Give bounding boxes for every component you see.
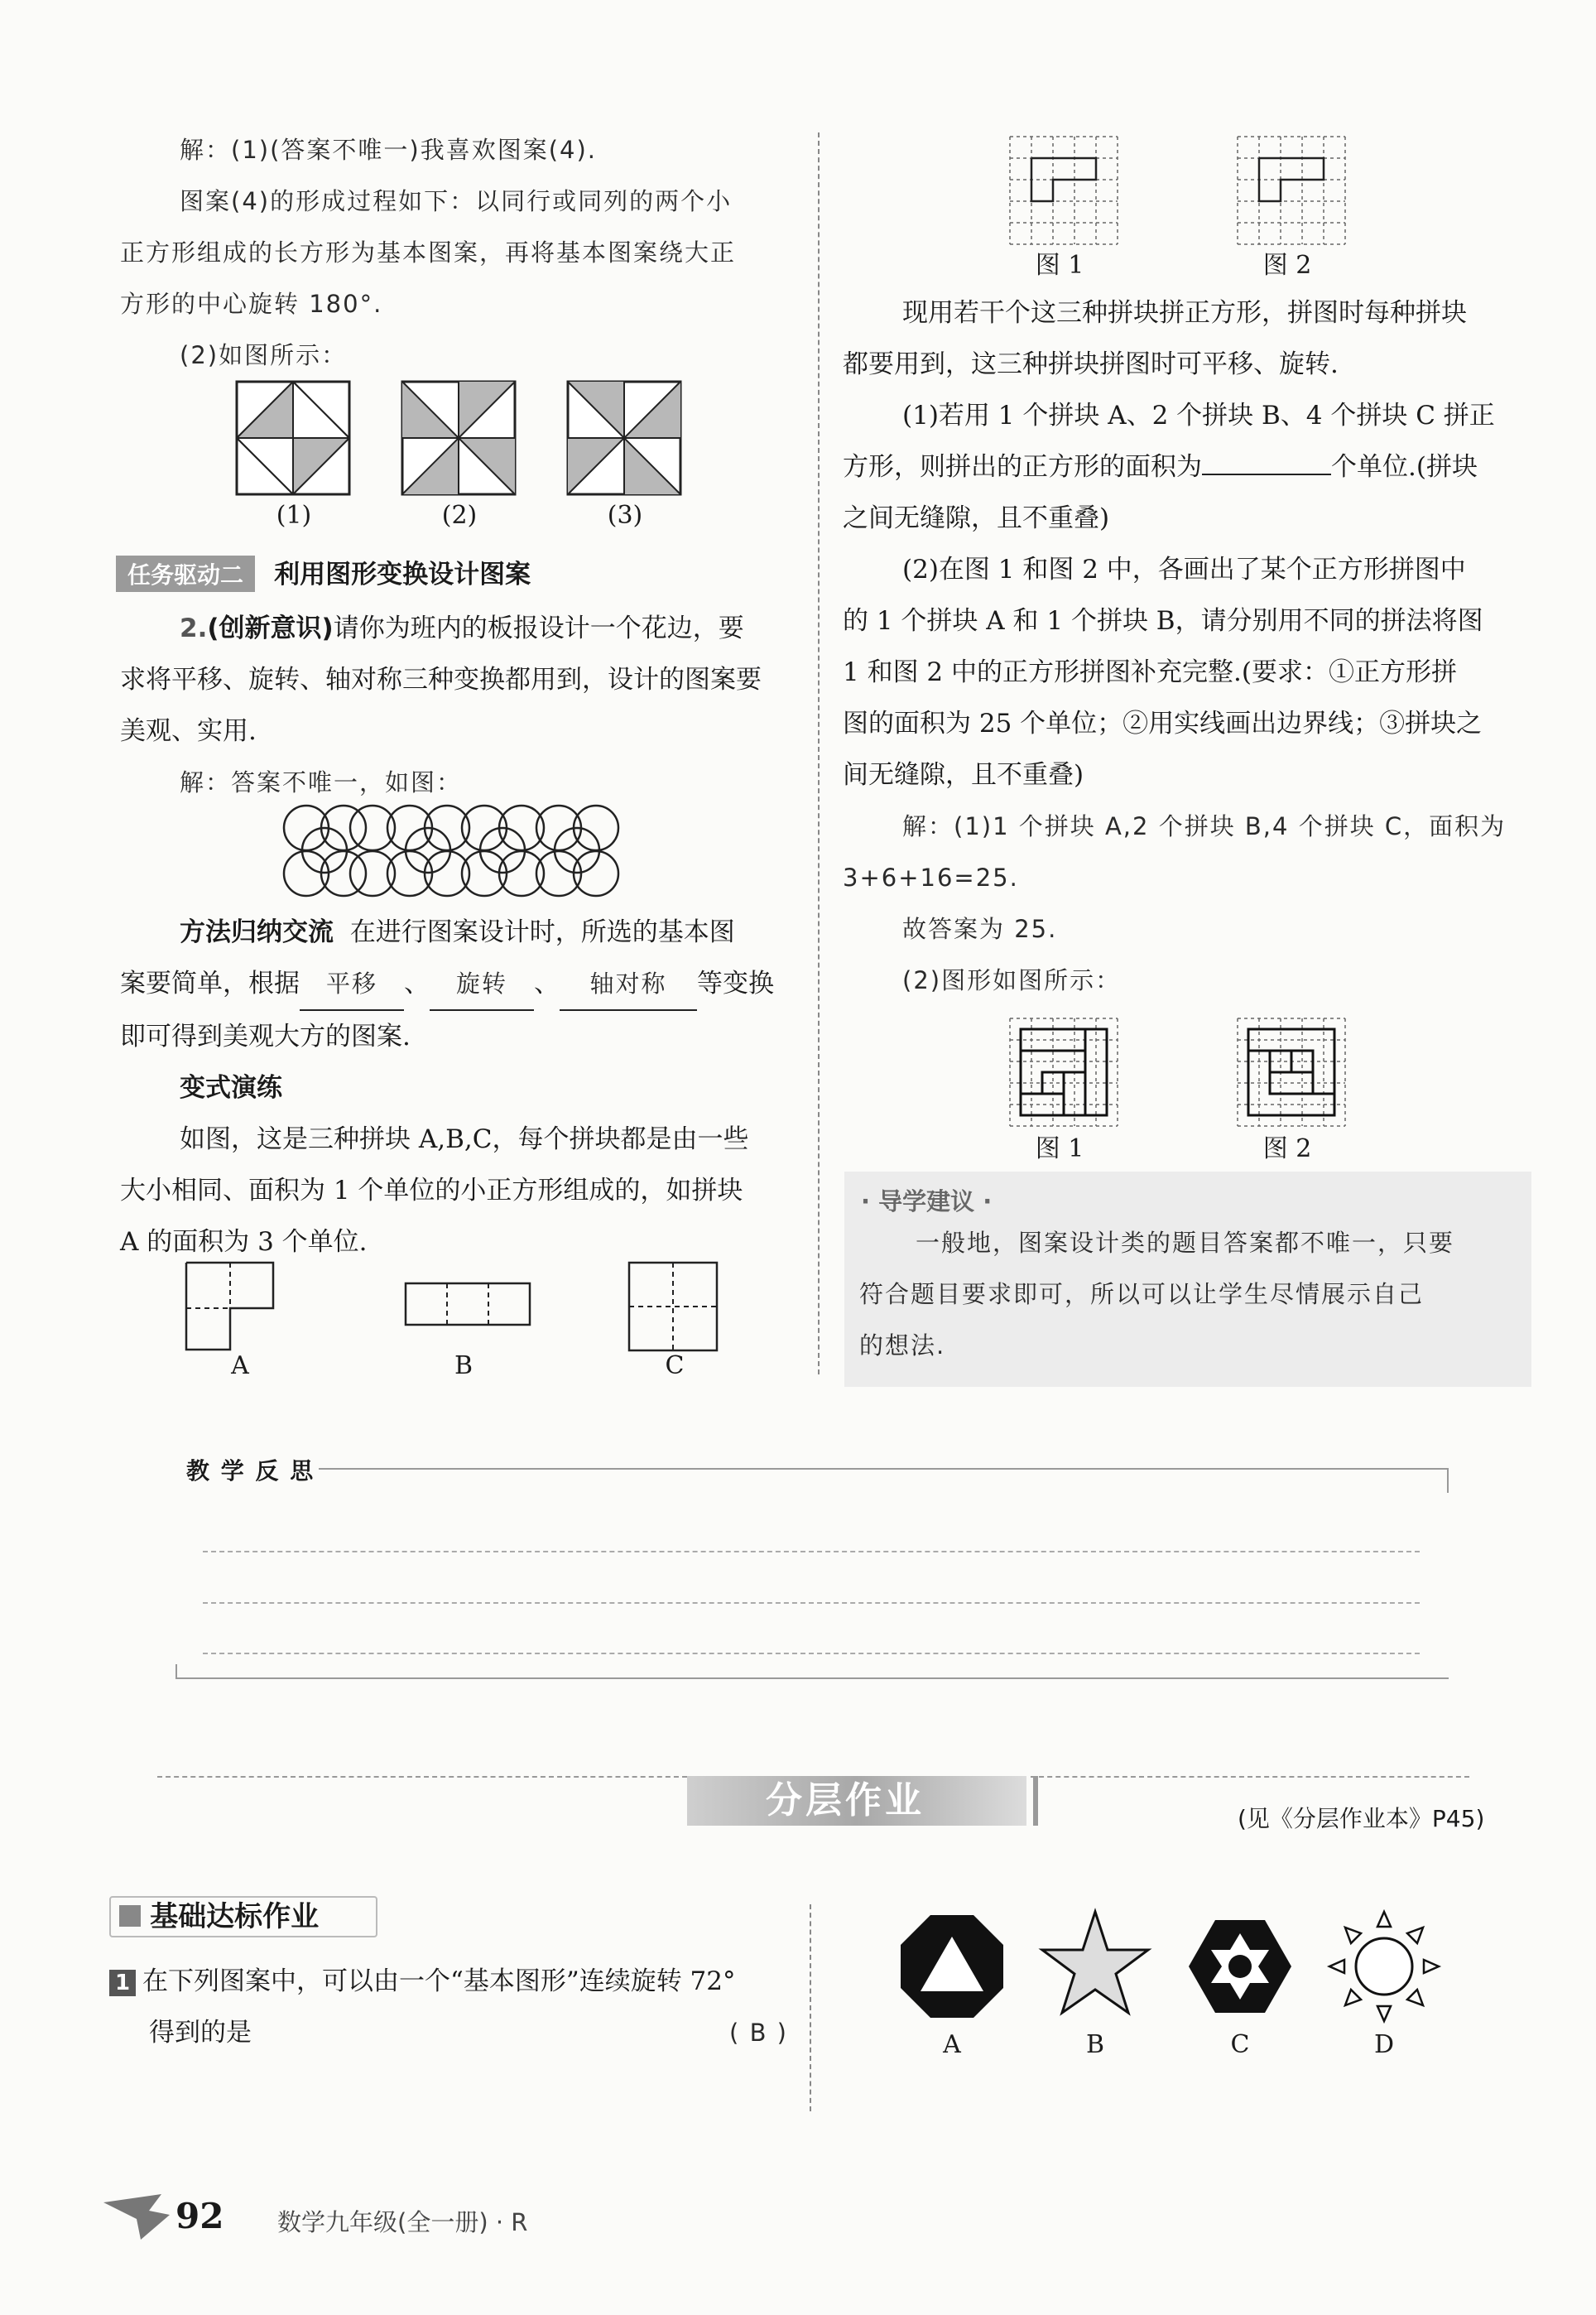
figure-label: (2) — [441, 501, 478, 530]
problem-text: 间无缝隙，且不重叠) — [843, 760, 1084, 790]
shape-a-octagon — [901, 1915, 1003, 2018]
solution-1-line: 图案(4)的形成过程如下：以同行或同列的两个小 — [180, 187, 733, 215]
problem-text: (1)若用 1 个拼块 A、2 个拼块 B、4 个拼块 C 拼正 — [902, 401, 1495, 431]
square-patterns-figure — [232, 377, 712, 501]
question-2 — [120, 603, 807, 808]
reflection-title: 教 学 反 思 — [186, 1457, 315, 1485]
method-text: 即可得到美观大方的图案. — [120, 1022, 411, 1052]
page-number: 92 — [175, 2196, 224, 2236]
method-summary — [120, 907, 807, 1268]
shape-d-sun — [1329, 1912, 1439, 2021]
method-text: 案要简单，根据 — [120, 969, 300, 999]
method-text: 等变换 — [697, 969, 774, 999]
question-text: 得到的是 — [149, 2018, 252, 2048]
reflection-line — [203, 1653, 1420, 1654]
solution-1-line: 方形的中心旋转 180°. — [120, 290, 383, 318]
shape-c-hexagon — [1189, 1920, 1291, 2013]
variant-title: 变式演练 — [180, 1073, 282, 1103]
solution-text: 解：(1)1 个拼块 A,2 个拼块 B,4 个拼块 C，面积为 — [902, 812, 1507, 840]
guide-text: 的想法. — [859, 1331, 946, 1360]
circle-border-pattern — [281, 803, 629, 902]
solution-grid-2 — [1238, 1018, 1345, 1126]
basic-header-box — [109, 1896, 377, 1937]
method-title: 方法归纳交流 — [180, 917, 334, 947]
task-title: 利用图形变换设计图案 — [274, 560, 531, 590]
separator: 、 — [404, 969, 430, 999]
question-text: 美观、实用. — [120, 716, 257, 746]
blank-answer-1: 平移 — [300, 958, 404, 1011]
homework-question — [109, 1956, 796, 2058]
separator: 、 — [534, 969, 560, 999]
square-pattern-2 — [402, 382, 515, 494]
problem-text: (2)在图 1 和图 2 中，各画出了某个正方形拼图中 — [902, 555, 1466, 585]
guide-text: 一般地，图案设计类的题目答案都不唯一，只要 — [916, 1229, 1455, 1257]
choice-label: D — [1373, 2030, 1395, 2059]
solution-1-line: 解：(1)(答案不唯一)我喜欢图案(4). — [180, 136, 598, 164]
piece-b — [406, 1283, 530, 1325]
footer-text: 数学九年级(全一册) · R — [277, 2208, 528, 2236]
banner-reference: (见《分层作业本》P45) — [1238, 1805, 1485, 1832]
question-tag: (创新意识) — [207, 614, 334, 643]
answer-blank — [1202, 447, 1331, 475]
problem-text: 现用若干个这三种拼块拼正方形，拼图时每种拼块 — [902, 298, 1467, 328]
square-pattern-3 — [568, 382, 680, 494]
page-corner-icon — [103, 2194, 178, 2244]
banner-cap — [1033, 1776, 1038, 1826]
grid-figures-top — [1006, 132, 1378, 248]
blank-answer-2: 旋转 — [430, 958, 534, 1011]
task-header — [116, 553, 811, 591]
problem-text: 图的面积为 25 个单位；②用实线画出边界线；③拼块之 — [843, 709, 1483, 739]
arrow-icon — [119, 1905, 141, 1927]
piece-label: A — [231, 1351, 249, 1380]
figure-label: (3) — [607, 501, 643, 530]
choice-label: B — [1085, 2030, 1105, 2059]
choice-shapes — [894, 1904, 1473, 2037]
solution-grid-1 — [1010, 1018, 1118, 1126]
reflection-corner — [175, 1664, 177, 1677]
variant-text: A 的面积为 3 个单位. — [120, 1227, 368, 1257]
piece-a — [186, 1263, 273, 1350]
problem-text: 之间无缝隙，且不重叠) — [843, 503, 1110, 533]
figure-caption: 图 2 — [1262, 251, 1312, 280]
choice-label: A — [943, 2030, 961, 2059]
question-text: 在下列图案中，可以由一个“基本图形”连续旋转 72° — [142, 1966, 736, 1996]
solution-text: 故答案为 25. — [902, 915, 1058, 943]
reflection-line — [203, 1602, 1420, 1604]
question-number-badge: 1 — [109, 1970, 136, 1996]
variant-text: 如图，这是三种拼块 A,B,C，每个拼块都是由一些 — [180, 1124, 749, 1154]
banner-title: 分层作业 — [687, 1776, 1026, 1826]
left-column — [120, 124, 799, 381]
column-divider — [810, 1904, 811, 2111]
banner-line-right — [1031, 1776, 1469, 1778]
question-solution: 解：答案不唯一，如图： — [180, 768, 463, 797]
square-pattern-1 — [237, 382, 349, 494]
solution-text: (2)图形如图所示： — [902, 966, 1122, 994]
solution-1-line: (2)如图所示： — [180, 341, 348, 369]
method-text: 在进行图案设计时，所选的基本图 — [349, 917, 735, 947]
variant-text: 大小相同、面积为 1 个单位的小正方形组成的，如拼块 — [120, 1176, 743, 1206]
reflection-corner — [1447, 1468, 1449, 1493]
guide-text: 符合题目要求即可，所以可以让学生尽情展示自己 — [859, 1280, 1425, 1308]
question-number: 2. — [180, 614, 208, 643]
reflection-line — [203, 1551, 1420, 1552]
question-text: 求将平移、旋转、轴对称三种变换都用到，设计的图案要 — [120, 665, 762, 695]
problem-text: 1 和图 2 中的正方形拼图补充完整.(要求：①正方形拼 — [843, 657, 1457, 687]
pieces-figure — [182, 1259, 728, 1358]
solution-1-line: 正方形组成的长方形为基本图案，再将基本图案绕大正 — [120, 238, 737, 267]
choice-label: C — [1230, 2030, 1250, 2059]
problem-text: 的 1 个拼块 A 和 1 个拼块 B，请分别用不同的拼法将图 — [843, 606, 1483, 636]
figure-caption: 图 2 — [1262, 1134, 1312, 1163]
problem-text: 方形，则拼出的正方形的面积为 — [843, 452, 1202, 482]
solution-text: 3+6+16=25. — [843, 864, 1019, 892]
basic-title: 基础达标作业 — [150, 1900, 320, 1933]
figure-caption: 图 1 — [1035, 1134, 1084, 1163]
banner-line-left — [157, 1776, 687, 1778]
piece-label: C — [665, 1351, 685, 1380]
right-text — [843, 287, 1530, 1006]
problem-text: 个单位.(拼块 — [1331, 452, 1478, 482]
grid-figures-solution — [1006, 1014, 1378, 1134]
piece-label: B — [454, 1351, 474, 1380]
blank-answer-3: 轴对称 — [560, 958, 697, 1011]
problem-text: 都要用到，这三种拼块拼图时可平移、旋转. — [843, 349, 1339, 379]
grid-figure-2 — [1238, 137, 1345, 244]
reflection-top-line — [319, 1468, 1449, 1470]
guide-title: · 导学建议 · — [861, 1187, 993, 1215]
question-text: 请你为班内的板报设计一个花边，要 — [333, 614, 744, 643]
task-tag: 任务驱动二 — [116, 556, 255, 592]
figure-label: (1) — [276, 501, 312, 530]
column-divider — [818, 132, 820, 1374]
answer-choice: ( B ) — [729, 2019, 788, 2047]
guide-box — [844, 1172, 1531, 1387]
piece-c — [629, 1263, 717, 1350]
shape-b-star — [1042, 1912, 1148, 2013]
reflection-bottom-line — [175, 1677, 1449, 1679]
figure-caption: 图 1 — [1035, 251, 1084, 280]
grid-figure-1 — [1010, 137, 1118, 244]
